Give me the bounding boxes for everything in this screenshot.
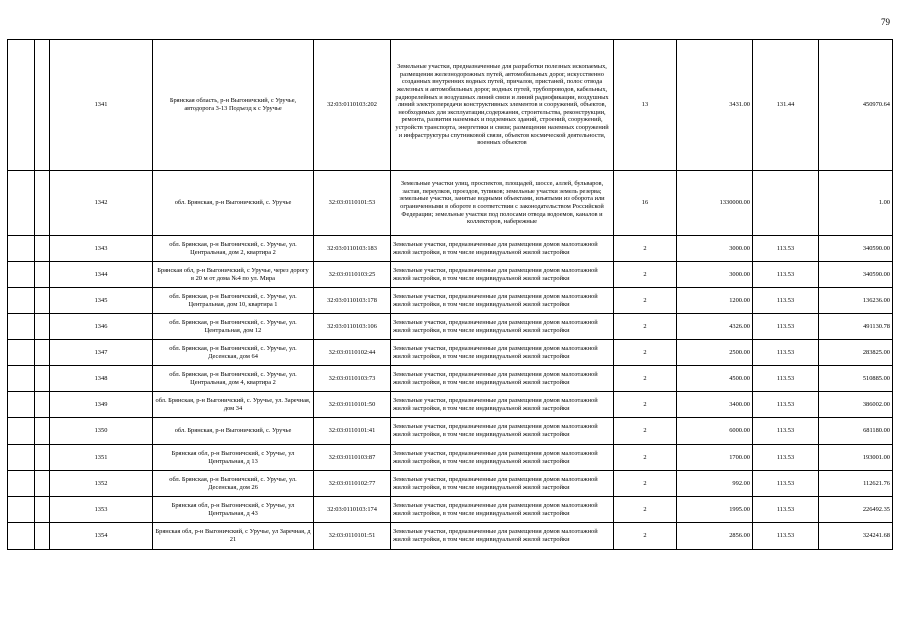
rate-cell: 113.53: [753, 288, 819, 314]
cadastral-value-table: [7, 39, 893, 550]
land-use-cell: Земельные участки, предназначенные для размещения домов малоэтажной жилой застройки, в том числе индивидуальной жилой застройки: [391, 497, 614, 523]
cadastral-number-cell: 32:03:0110103:73: [314, 366, 391, 392]
address-cell: обл. Брянская, р-н Выгоничский, с. Уручье, ул. Центральная, дом 4, квартира 2: [153, 366, 314, 392]
address-cell: обл. Брянская, р-н Выгоничский, с. Уручье, ул. Центральная, дом 12: [153, 314, 314, 340]
area-cell: 3400.00: [677, 392, 753, 418]
rate-cell: 113.53: [753, 340, 819, 366]
table-body: [8, 40, 893, 550]
spacer-cell: [35, 445, 50, 471]
cadastral-number-cell: 32:03:0110101:41: [314, 418, 391, 445]
cadastral-number-cell: 32:03:0110102:77: [314, 471, 391, 497]
cadastral-number-cell: 32:03:0110101:51: [314, 523, 391, 550]
left-margin-cell: [8, 392, 35, 418]
area-cell: 2500.00: [677, 340, 753, 366]
group-number-cell: 2: [614, 445, 677, 471]
area-cell: 3431.00: [677, 40, 753, 171]
row-number: 1353: [50, 497, 153, 523]
address-cell: Брянская обл, р-н Выгоничский, с Уручье, ул Центральная, д 43: [153, 497, 314, 523]
row-number: 1342: [50, 171, 153, 236]
left-margin-cell: [8, 366, 35, 392]
rate-cell: 113.53: [753, 314, 819, 340]
address-cell: Брянская обл, р-н Выгоничский, с Уручье, ул Заречная, д 21: [153, 523, 314, 550]
address-cell: Брянская обл, р-н Выгоничский, с Уручье, через дорогу в 20 м от дома №4 по ул. Мира: [153, 262, 314, 288]
cadastral-value-cell: 1.00: [819, 171, 893, 236]
rate-cell: 113.53: [753, 392, 819, 418]
address-cell: обл. Брянская, р-н Выгоничский, с. Уручье, ул. Центральная, дом 10, квартира 1: [153, 288, 314, 314]
table-row: [8, 497, 893, 523]
group-number-cell: 16: [614, 171, 677, 236]
group-number-cell: 2: [614, 314, 677, 340]
area-cell: 3000.00: [677, 236, 753, 262]
area-cell: 1995.00: [677, 497, 753, 523]
area-cell: 6000.00: [677, 418, 753, 445]
cadastral-value-cell: 136236.00: [819, 288, 893, 314]
group-number-cell: 2: [614, 366, 677, 392]
group-number-cell: 2: [614, 288, 677, 314]
spacer-cell: [35, 288, 50, 314]
spacer-cell: [35, 471, 50, 497]
cadastral-value-cell: 450970.64: [819, 40, 893, 171]
land-use-cell: Земельные участки улиц, проспектов, площадей, шоссе, аллей, бульваров, застав, переулков, проездов, тупиков; земельные участки земель резерва; земельные участки, занятые водными объектами, изъятыми из оборота или ограниченными в обороте в соответствии с законодательством Российской Федерации; земельные участки под полосами отвода водоемов, каналов и коллекторов, набережные: [391, 171, 614, 236]
address-cell: Брянская обл, р-н Выгоничский, с Уручье, ул Центральная, д 13: [153, 445, 314, 471]
row-number: 1346: [50, 314, 153, 340]
rate-cell: 131.44: [753, 40, 819, 171]
area-cell: 4500.00: [677, 366, 753, 392]
table-row: [8, 366, 893, 392]
rate-cell: 113.53: [753, 418, 819, 445]
address-cell: обл. Брянская, р-н Выгоничский, с. Уручье, ул. Десенская, дом 64: [153, 340, 314, 366]
land-use-cell: Земельные участки, предназначенные для размещения домов малоэтажной жилой застройки, в том числе индивидуальной жилой застройки: [391, 418, 614, 445]
land-use-cell: Земельные участки, предназначенные для разработки полезных ископаемых, размещения железнодорожных путей, автомобильных дорог, искусственно созданных внутренних водных путей, причалов, пристаней, полос отвода железных и автомобильных дорог, водных путей, трубопроводов, кабельных, радиорелейных и воздушных линий связи и линий радиофикации, воздушных линий электропередачи конструктивных элементов и сооружений, объектов, необходимых для эксплуатации,содержания, строительства, реконструкции, ремонта, развития наземных и подземных зданий, строений, сооружений, устройств транспорта, энергетики и связи; размещения наземных сооружений и инфраструктуры спутниковой связи, объектов космической деятельности, военных объектов: [391, 40, 614, 171]
row-number: 1348: [50, 366, 153, 392]
row-number: 1351: [50, 445, 153, 471]
page-number: 79: [881, 17, 890, 27]
land-use-cell: Земельные участки, предназначенные для размещения домов малоэтажной жилой застройки, в том числе индивидуальной жилой застройки: [391, 366, 614, 392]
cadastral-value-cell: 681180.00: [819, 418, 893, 445]
rate-cell: [753, 171, 819, 236]
spacer-cell: [35, 171, 50, 236]
left-margin-cell: [8, 340, 35, 366]
table-row: [8, 471, 893, 497]
table-row: [8, 171, 893, 236]
row-number: 1341: [50, 40, 153, 171]
rate-cell: 113.53: [753, 366, 819, 392]
left-margin-cell: [8, 288, 35, 314]
group-number-cell: 2: [614, 340, 677, 366]
row-number: 1345: [50, 288, 153, 314]
left-margin-cell: [8, 171, 35, 236]
row-number: 1352: [50, 471, 153, 497]
land-use-cell: Земельные участки, предназначенные для размещения домов малоэтажной жилой застройки, в том числе индивидуальной жилой застройки: [391, 445, 614, 471]
rate-cell: 113.53: [753, 236, 819, 262]
group-number-cell: 13: [614, 40, 677, 171]
table-row: [8, 236, 893, 262]
left-margin-cell: [8, 314, 35, 340]
spacer-cell: [35, 40, 50, 171]
table-row: [8, 288, 893, 314]
cadastral-number-cell: 32:03:0110101:50: [314, 392, 391, 418]
area-cell: 1700.00: [677, 445, 753, 471]
table-row: [8, 314, 893, 340]
cadastral-number-cell: 32:03:0110103:25: [314, 262, 391, 288]
cadastral-value-cell: 340590.00: [819, 236, 893, 262]
area-cell: 2856.00: [677, 523, 753, 550]
address-cell: обл. Брянская, р-н Выгоничский, с. Уручье, ул. Центральная, дом 2, квартира 2: [153, 236, 314, 262]
group-number-cell: 2: [614, 471, 677, 497]
cadastral-number-cell: 32:03:0110103:87: [314, 445, 391, 471]
cadastral-number-cell: 32:03:0110103:174: [314, 497, 391, 523]
row-number: 1343: [50, 236, 153, 262]
left-margin-cell: [8, 418, 35, 445]
left-margin-cell: [8, 445, 35, 471]
cadastral-value-cell: 491130.78: [819, 314, 893, 340]
cadastral-number-cell: 32:03:0110103:106: [314, 314, 391, 340]
address-cell: обл. Брянская, р-н Выгоничский, с. Уручье, ул. Заречная, дом 34: [153, 392, 314, 418]
spacer-cell: [35, 418, 50, 445]
spacer-cell: [35, 262, 50, 288]
table-row: [8, 340, 893, 366]
area-cell: 992.00: [677, 471, 753, 497]
address-cell: обл. Брянская, р-н Выгоничский, с. Уручье: [153, 418, 314, 445]
land-use-cell: Земельные участки, предназначенные для размещения домов малоэтажной жилой застройки, в том числе индивидуальной жилой застройки: [391, 392, 614, 418]
row-number: 1349: [50, 392, 153, 418]
cadastral-value-cell: 226492.35: [819, 497, 893, 523]
area-cell: 1330000.00: [677, 171, 753, 236]
cadastral-value-cell: 386002.00: [819, 392, 893, 418]
group-number-cell: 2: [614, 392, 677, 418]
cadastral-number-cell: 32:03:0110103:202: [314, 40, 391, 171]
rate-cell: 113.53: [753, 523, 819, 550]
cadastral-value-cell: 340590.00: [819, 262, 893, 288]
left-margin-cell: [8, 236, 35, 262]
group-number-cell: 2: [614, 236, 677, 262]
cadastral-number-cell: 32:03:0110102:44: [314, 340, 391, 366]
row-number: 1344: [50, 262, 153, 288]
land-use-cell: Земельные участки, предназначенные для размещения домов малоэтажной жилой застройки, в том числе индивидуальной жилой застройки: [391, 262, 614, 288]
table-row: [8, 445, 893, 471]
address-cell: Брянская область, р-н Выгоничский, с Уручье, автодорога 3-13 Подъезд к с Уручье: [153, 40, 314, 171]
row-number: 1347: [50, 340, 153, 366]
group-number-cell: 2: [614, 523, 677, 550]
row-number: 1350: [50, 418, 153, 445]
left-margin-cell: [8, 497, 35, 523]
spacer-cell: [35, 314, 50, 340]
land-use-cell: Земельные участки, предназначенные для размещения домов малоэтажной жилой застройки, в том числе индивидуальной жилой застройки: [391, 314, 614, 340]
spacer-cell: [35, 366, 50, 392]
table-row: [8, 392, 893, 418]
left-margin-cell: [8, 471, 35, 497]
spacer-cell: [35, 392, 50, 418]
land-use-cell: Земельные участки, предназначенные для размещения домов малоэтажной жилой застройки, в том числе индивидуальной жилой застройки: [391, 288, 614, 314]
cadastral-number-cell: 32:03:0110103:178: [314, 288, 391, 314]
rate-cell: 113.53: [753, 262, 819, 288]
cadastral-value-cell: 112621.76: [819, 471, 893, 497]
land-use-cell: Земельные участки, предназначенные для размещения домов малоэтажной жилой застройки, в том числе индивидуальной жилой застройки: [391, 340, 614, 366]
table-row: [8, 40, 893, 171]
row-number: 1354: [50, 523, 153, 550]
address-cell: обл. Брянская, р-н Выгоничский, с. Уручье, ул. Десенская, дом 26: [153, 471, 314, 497]
table-row: [8, 418, 893, 445]
cadastral-value-cell: 510885.00: [819, 366, 893, 392]
rate-cell: 113.53: [753, 471, 819, 497]
spacer-cell: [35, 497, 50, 523]
cadastral-number-cell: 32:03:0110103:183: [314, 236, 391, 262]
land-use-cell: Земельные участки, предназначенные для размещения домов малоэтажной жилой застройки, в том числе индивидуальной жилой застройки: [391, 236, 614, 262]
cadastral-value-cell: 283825.00: [819, 340, 893, 366]
spacer-cell: [35, 236, 50, 262]
group-number-cell: 2: [614, 262, 677, 288]
cadastral-number-cell: 32:03:0110101:53: [314, 171, 391, 236]
area-cell: 1200.00: [677, 288, 753, 314]
left-margin-cell: [8, 523, 35, 550]
area-cell: 3000.00: [677, 262, 753, 288]
spacer-cell: [35, 340, 50, 366]
rate-cell: 113.53: [753, 497, 819, 523]
table-row: [8, 262, 893, 288]
left-margin-cell: [8, 262, 35, 288]
left-margin-cell: [8, 40, 35, 171]
land-use-cell: Земельные участки, предназначенные для размещения домов малоэтажной жилой застройки, в том числе индивидуальной жилой застройки: [391, 523, 614, 550]
cadastral-value-cell: 324241.68: [819, 523, 893, 550]
cadastral-value-cell: 193001.00: [819, 445, 893, 471]
group-number-cell: 2: [614, 497, 677, 523]
group-number-cell: 2: [614, 418, 677, 445]
land-use-cell: Земельные участки, предназначенные для размещения домов малоэтажной жилой застройки, в том числе индивидуальной жилой застройки: [391, 471, 614, 497]
area-cell: 4326.00: [677, 314, 753, 340]
address-cell: обл. Брянская, р-н Выгоничский, с. Уручье: [153, 171, 314, 236]
spacer-cell: [35, 523, 50, 550]
rate-cell: 113.53: [753, 445, 819, 471]
table-row: [8, 523, 893, 550]
